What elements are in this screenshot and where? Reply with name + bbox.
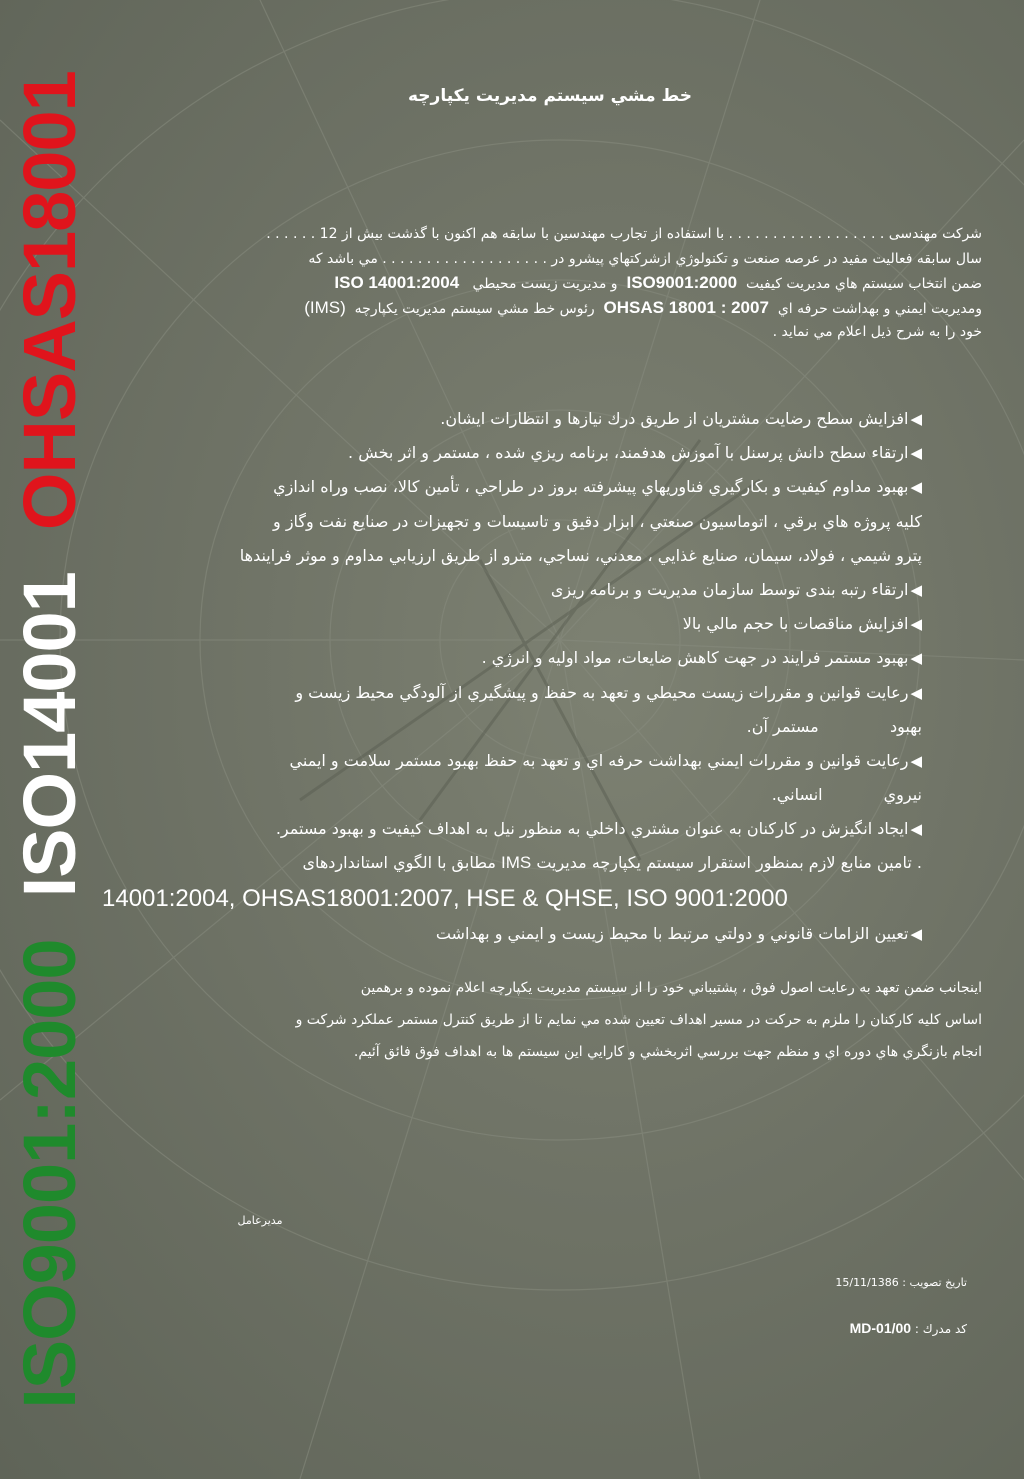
arrow-bullet-icon: ◀ <box>910 444 922 463</box>
list-item: ◀ارتقاء سطح دانش پرسنل با آموزش هدفمند، برنامه ريزي شده ، مستمر و اثر بخش . <box>100 436 922 470</box>
pledge-line: اساس كليه كاركنان را ملزم به حركت در مسير اهداف تعيين شده مي نمايم تا از طريق كنترل مستمر عملكرد شركت و <box>295 1012 982 1028</box>
approval-date <box>835 1276 967 1289</box>
list-item: ◀افزايش مناقصات با حجم مالي بالا <box>100 607 922 641</box>
arrow-bullet-icon: ◀ <box>910 410 922 428</box>
intro-line: شركت مهندسی . . . . . . . . . . . . . . . . . . با استفاده از تجارب مهندسين با سابقه هم اكنون با گذشت بيش از 12 . . . . . . <box>266 226 982 242</box>
intro-line: ضمن انتخاب سيستم هاي مديريت كيفيت ISO9001:2000 و مديريت زيست محيطي ISO 14001:2004 <box>334 273 982 292</box>
ohsas-label: OHSAS 18001 : 2007 <box>603 297 769 317</box>
list-item: ◀بهبود مستمر فرايند در جهت كاهش ضايعات، مواد اوليه و انرژي . <box>100 641 922 675</box>
arrow-bullet-icon: ◀ <box>910 924 922 943</box>
arrow-bullet-icon: ◀ <box>910 615 922 634</box>
list-item-continuation: نيروي انساني. <box>771 785 922 805</box>
pledge-line: انجام بازنگري هاي دوره اي و منظم جهت بررسي اثربخشي و كارايي اين سيستم ها به اهداف فوق فائق آئيم. <box>353 1044 982 1060</box>
standards-list: 14001:2004, OHSAS18001:2007, HSE & QHSE, ISO 9001:2000 <box>102 884 788 912</box>
list-item: ◀ايجاد انگيزش در كاركنان به عنوان مشتري داخلي به منظور نيل به اهداف كيفيت و بهبود مستمر. <box>100 812 922 846</box>
arrow-bullet-icon: ◀ <box>910 751 922 770</box>
list-item: ◀رعايت قوانين و مقررات ايمني بهداشت حرفه اي و تعهد به حفظ بهبود مستمر سلامت و ايمني <box>100 744 922 778</box>
list-item: ◀افزايش سطح رضايت مشتريان از طريق درك نيازها و انتظارات ايشان. <box>100 402 922 436</box>
vertical-standards-banner <box>0 5 100 1475</box>
ims-label: (IMS) <box>304 297 346 317</box>
page-title: خط مشي سيستم مديريت يكپارچه <box>407 86 692 106</box>
iso9001-label: ISO9001:2000 <box>626 273 738 292</box>
list-item-continuation: كليه پروژه هاي برقي ، اتوماسيون صنعتي ، ابزار دقيق و تاسيسات و تجهيزات در صنايع نفت وگاز و <box>273 511 922 531</box>
list-item: . تامين منابع لازم بمنظور استقرار سيستم يكپارچه مديريت IMS مطابق با الگوي استانداردهای <box>302 853 922 873</box>
signer-title: مديرعامل <box>237 1214 283 1227</box>
banner-iso9001: ISO9001:2000 <box>8 939 91 1409</box>
list-item-continuation: بهبود مستمر آن. <box>746 716 922 736</box>
iso14001-label: ISO 14001:2004 <box>334 273 460 292</box>
pledge-line: اينجانب ضمن تعهد به رعايت اصول فوق ، پشتيباني خود را از سيستم مديريت يكپارچه اعلام نموده و برهمين <box>360 980 982 996</box>
doc-code-value: MD-01/00 <box>849 1320 912 1336</box>
ims-label: IMS <box>500 853 532 873</box>
intro-paragraph <box>100 222 982 345</box>
arrow-bullet-icon: ◀ <box>910 820 922 839</box>
intro-line: ومديريت ايمني و بهداشت حرفه اي OHSAS 18001 : 2007 رئوس خط مشي سيستم مديريت يكپارچه (IMS) <box>304 297 982 317</box>
banner-iso14001: ISO14001 <box>8 572 91 898</box>
list-item: ◀بهبود مداوم كيفيت و بكارگيري فناوريهاي پيشرفته بروز در طراحي ، تأمين كالا، نصب وراه اندازي <box>100 470 922 504</box>
list-item: ◀رعايت قوانين و مقررات زيست محيطي و تعهد به حفظ و پيشگيري از آلودگي محيط زيست و <box>100 676 922 710</box>
doc-code-label: كد مدرك : <box>914 1322 967 1336</box>
banner-ohsas18001: OHSAS18001 <box>8 71 91 531</box>
list-item: ◀ارتقاء رتبه بندی توسط سازمان مديريت و برنامه ريزی <box>100 573 922 607</box>
commitment-paragraph <box>100 972 982 1068</box>
policy-list <box>100 402 922 951</box>
approval-label: تاريخ تصويب : <box>902 1276 967 1289</box>
arrow-bullet-icon: ◀ <box>910 649 922 668</box>
document-code <box>850 1320 967 1336</box>
arrow-bullet-icon: ◀ <box>910 683 922 702</box>
arrow-bullet-icon: ◀ <box>910 580 922 599</box>
list-item-continuation: پترو شيمي ، فولاد، سيمان، صنايع غذايي ، معدني، نساجي، مترو از طريق ارزيابي مداوم و موثر فرايندها <box>239 545 922 565</box>
intro-line: سال سابقه فعاليت مفيد در عرصه صنعت و تكنولوژي ازشركتهاي پيشرو در . . . . . . . . . . . . . . . . . . . مي باشد كه <box>308 250 982 267</box>
list-item: ◀تعيين الزامات قانوني و دولتي مرتبط با محيط زيست و ايمني و بهداشت <box>100 917 922 951</box>
approval-value: 15/11/1386 <box>835 1276 899 1289</box>
intro-line: خود را به شرح ذيل اعلام مي نمايد . <box>772 324 982 340</box>
arrow-bullet-icon: ◀ <box>910 478 922 497</box>
